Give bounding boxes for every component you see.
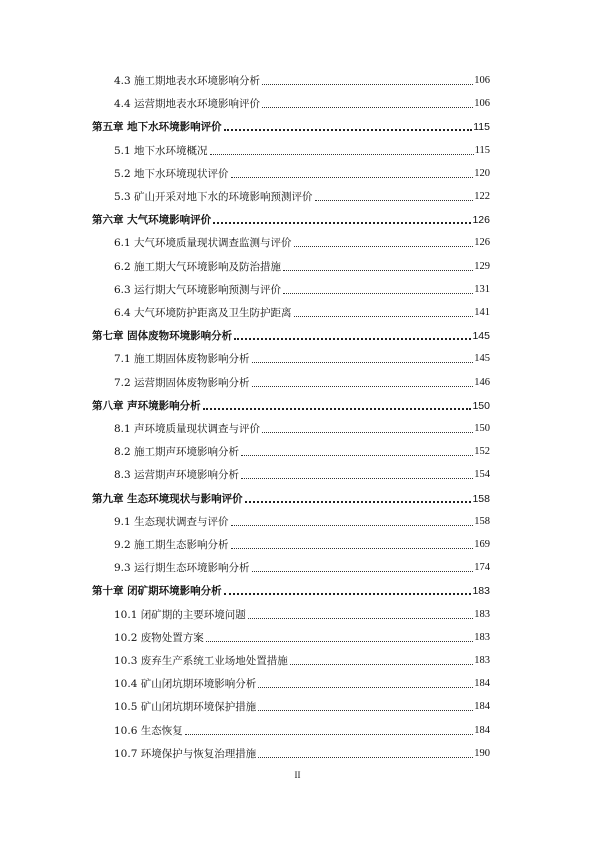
toc-dot-leader <box>203 407 472 410</box>
toc-section-entry[interactable] <box>114 302 490 320</box>
toc-dot-leader <box>252 570 474 572</box>
toc-dot-leader <box>245 500 472 503</box>
toc-dot-leader <box>206 640 474 642</box>
toc-dot-leader <box>185 733 474 735</box>
toc-section-entry[interactable] <box>114 534 490 552</box>
toc-entry-page: 184 <box>474 678 490 690</box>
toc-entry-page: 122 <box>474 191 490 202</box>
toc-entry-page: 158 <box>474 515 490 527</box>
toc-chapter-entry[interactable] <box>92 488 490 506</box>
toc-dot-leader <box>252 385 474 387</box>
toc-entry-title: 10.1 闭矿期的主要环境问题 <box>114 608 246 621</box>
toc-entry-page: 154 <box>474 469 490 481</box>
toc-section-entry[interactable] <box>114 696 490 714</box>
toc-entry-page: 146 <box>474 376 490 388</box>
toc-entry-title: 7.1 施工期固体废物影响分析 <box>114 353 250 366</box>
toc-entry-page: 158 <box>472 492 490 505</box>
toc-entry-title: 4.4 运营期地表水环境影响评价 <box>114 98 261 111</box>
toc-section-entry[interactable] <box>114 93 490 111</box>
toc-dot-leader <box>290 663 474 665</box>
toc-section-entry[interactable] <box>114 70 490 88</box>
toc-entry-page: 106 <box>474 98 490 110</box>
toc-entry-title: 第九章 生态环境现状与影响评价 <box>92 492 243 505</box>
toc-section-entry[interactable] <box>114 279 490 297</box>
toc-entry-page: 126 <box>474 237 490 249</box>
toc-entry-page: 184 <box>474 724 490 736</box>
toc-dot-leader <box>262 83 473 85</box>
toc-dot-leader <box>224 592 472 595</box>
toc-entry-page: 126 <box>472 214 490 227</box>
toc-entry-title: 6.1 大气环境质量现状调查监测与评价 <box>114 237 292 250</box>
toc-entry-page: 115 <box>473 121 490 134</box>
toc-dot-leader <box>294 245 474 247</box>
toc-entry-page: 152 <box>474 446 490 458</box>
toc-dot-leader <box>224 128 473 131</box>
toc-section-entry[interactable] <box>114 372 490 390</box>
toc-entry-title: 6.3 运行期大气环境影响预测与评价 <box>114 283 282 296</box>
toc-section-entry[interactable] <box>114 256 490 274</box>
toc-section-entry[interactable] <box>114 511 490 529</box>
toc-chapter-entry[interactable] <box>92 580 490 598</box>
toc-section-entry[interactable] <box>114 743 490 761</box>
toc-entry-page: 183 <box>474 655 490 666</box>
toc-section-entry[interactable] <box>114 464 490 482</box>
toc-section-entry[interactable] <box>114 627 490 645</box>
toc-section-entry[interactable] <box>114 140 490 158</box>
toc-dot-leader <box>252 361 474 363</box>
toc-section-entry[interactable] <box>114 604 490 622</box>
toc-entry-page: 150 <box>474 423 490 434</box>
toc-dot-leader <box>315 199 474 201</box>
toc-entry-title: 9.3 运行期生态环境影响分析 <box>114 562 250 575</box>
toc-entry-title: 9.1 生态现状调查与评价 <box>114 515 229 528</box>
toc-dot-leader <box>241 477 473 479</box>
toc-entry-page: 141 <box>474 307 490 318</box>
toc-entry-title: 4.3 施工期地表水环境影响分析 <box>114 75 261 87</box>
toc-section-entry[interactable] <box>114 557 490 575</box>
toc-entry-title: 10.7 环境保护与恢复治理措施 <box>114 747 257 760</box>
toc-entry-title: 6.4 大气环境防护距离及卫生防护距离 <box>114 307 292 319</box>
toc-dot-leader <box>294 315 474 317</box>
toc-entry-page: 145 <box>474 353 490 365</box>
toc-section-entry[interactable] <box>114 441 490 459</box>
toc-dot-leader <box>210 153 474 155</box>
toc-dot-leader <box>248 617 474 619</box>
toc-entry-page: 129 <box>474 260 490 272</box>
toc-chapter-entry[interactable] <box>92 116 490 134</box>
toc-entry-title: 8.1 声环境质量现状调查与评价 <box>114 423 261 435</box>
toc-dot-leader <box>231 176 474 178</box>
toc-chapter-entry[interactable] <box>92 395 490 413</box>
toc-entry-title: 5.1 地下水环境概况 <box>114 144 208 157</box>
toc-entry-title: 10.5 矿山闭坑期环境保护措施 <box>114 701 257 714</box>
toc-entry-page: 174 <box>474 562 490 574</box>
toc-entry-title: 10.2 废物处置方案 <box>114 631 204 644</box>
toc-entry-title: 第七章 固体废物环境影响分析 <box>92 330 233 343</box>
toc-entry-title: 5.2 地下水环境现状评价 <box>114 167 229 180</box>
toc-dot-leader <box>258 686 473 688</box>
toc-section-entry[interactable] <box>114 163 490 181</box>
toc-section-entry[interactable] <box>114 720 490 738</box>
toc-entry-page: 190 <box>474 747 490 759</box>
toc-entry-page: 115 <box>474 144 490 156</box>
page-number: II <box>294 770 301 780</box>
toc-entry-title: 10.6 生态恢复 <box>114 724 183 737</box>
toc-entry-page: 184 <box>474 701 490 713</box>
toc-section-entry[interactable] <box>114 186 490 204</box>
toc-entry-page: 120 <box>474 167 490 179</box>
toc-entry-page: 169 <box>474 539 490 550</box>
toc-entry-title: 10.4 矿山闭坑期环境影响分析 <box>114 678 257 691</box>
toc-entry-title: 8.2 施工期声环境影响分析 <box>114 446 240 459</box>
toc-dot-leader <box>283 292 473 294</box>
toc-entry-title: 7.2 运营期固体废物影响分析 <box>114 376 250 389</box>
toc-dot-leader <box>241 454 473 456</box>
toc-dot-leader <box>262 106 473 108</box>
toc-chapter-entry[interactable] <box>92 325 490 343</box>
toc-dot-leader <box>258 756 473 758</box>
toc-entry-page: 145 <box>472 330 490 343</box>
toc-dot-leader <box>231 524 474 526</box>
toc-dot-leader <box>283 269 473 271</box>
toc-section-entry[interactable] <box>114 673 490 691</box>
toc-section-entry[interactable] <box>114 650 490 668</box>
toc-section-entry[interactable] <box>114 348 490 366</box>
toc-entry-title: 10.3 废弃生产系统工业场地处置措施 <box>114 655 288 667</box>
toc-entry-title: 第十章 闭矿期环境影响分析 <box>92 585 222 598</box>
toc-entry-title: 第六章 大气环境影响评价 <box>92 214 212 227</box>
toc-entry-title: 5.3 矿山开采对地下水的环境影响预测评价 <box>114 191 313 203</box>
toc-entry-page: 183 <box>472 585 490 598</box>
toc-entry-title: 第八章 声环境影响分析 <box>92 399 201 412</box>
toc-dot-leader <box>213 221 471 224</box>
toc-chapter-entry[interactable] <box>92 209 490 227</box>
toc-dot-leader <box>258 709 473 711</box>
toc-entry-page: 131 <box>474 283 490 295</box>
toc-entry-page: 183 <box>474 608 490 620</box>
toc-section-entry[interactable] <box>114 418 490 436</box>
toc-section-entry[interactable] <box>114 232 490 250</box>
toc-entry-title: 第五章 地下水环境影响评价 <box>92 121 222 134</box>
toc-entry-title: 9.2 施工期生态影响分析 <box>114 539 229 551</box>
toc-dot-leader <box>231 547 474 549</box>
toc-entry-page: 183 <box>474 631 490 643</box>
toc-dot-leader <box>234 337 471 340</box>
toc-dot-leader <box>262 431 473 433</box>
toc-entry-title: 8.3 运营期声环境影响分析 <box>114 469 240 482</box>
toc-entry-title: 6.2 施工期大气环境影响及防治措施 <box>114 260 282 273</box>
toc-entry-page: 106 <box>474 75 490 86</box>
toc-entry-page: 150 <box>472 399 490 412</box>
